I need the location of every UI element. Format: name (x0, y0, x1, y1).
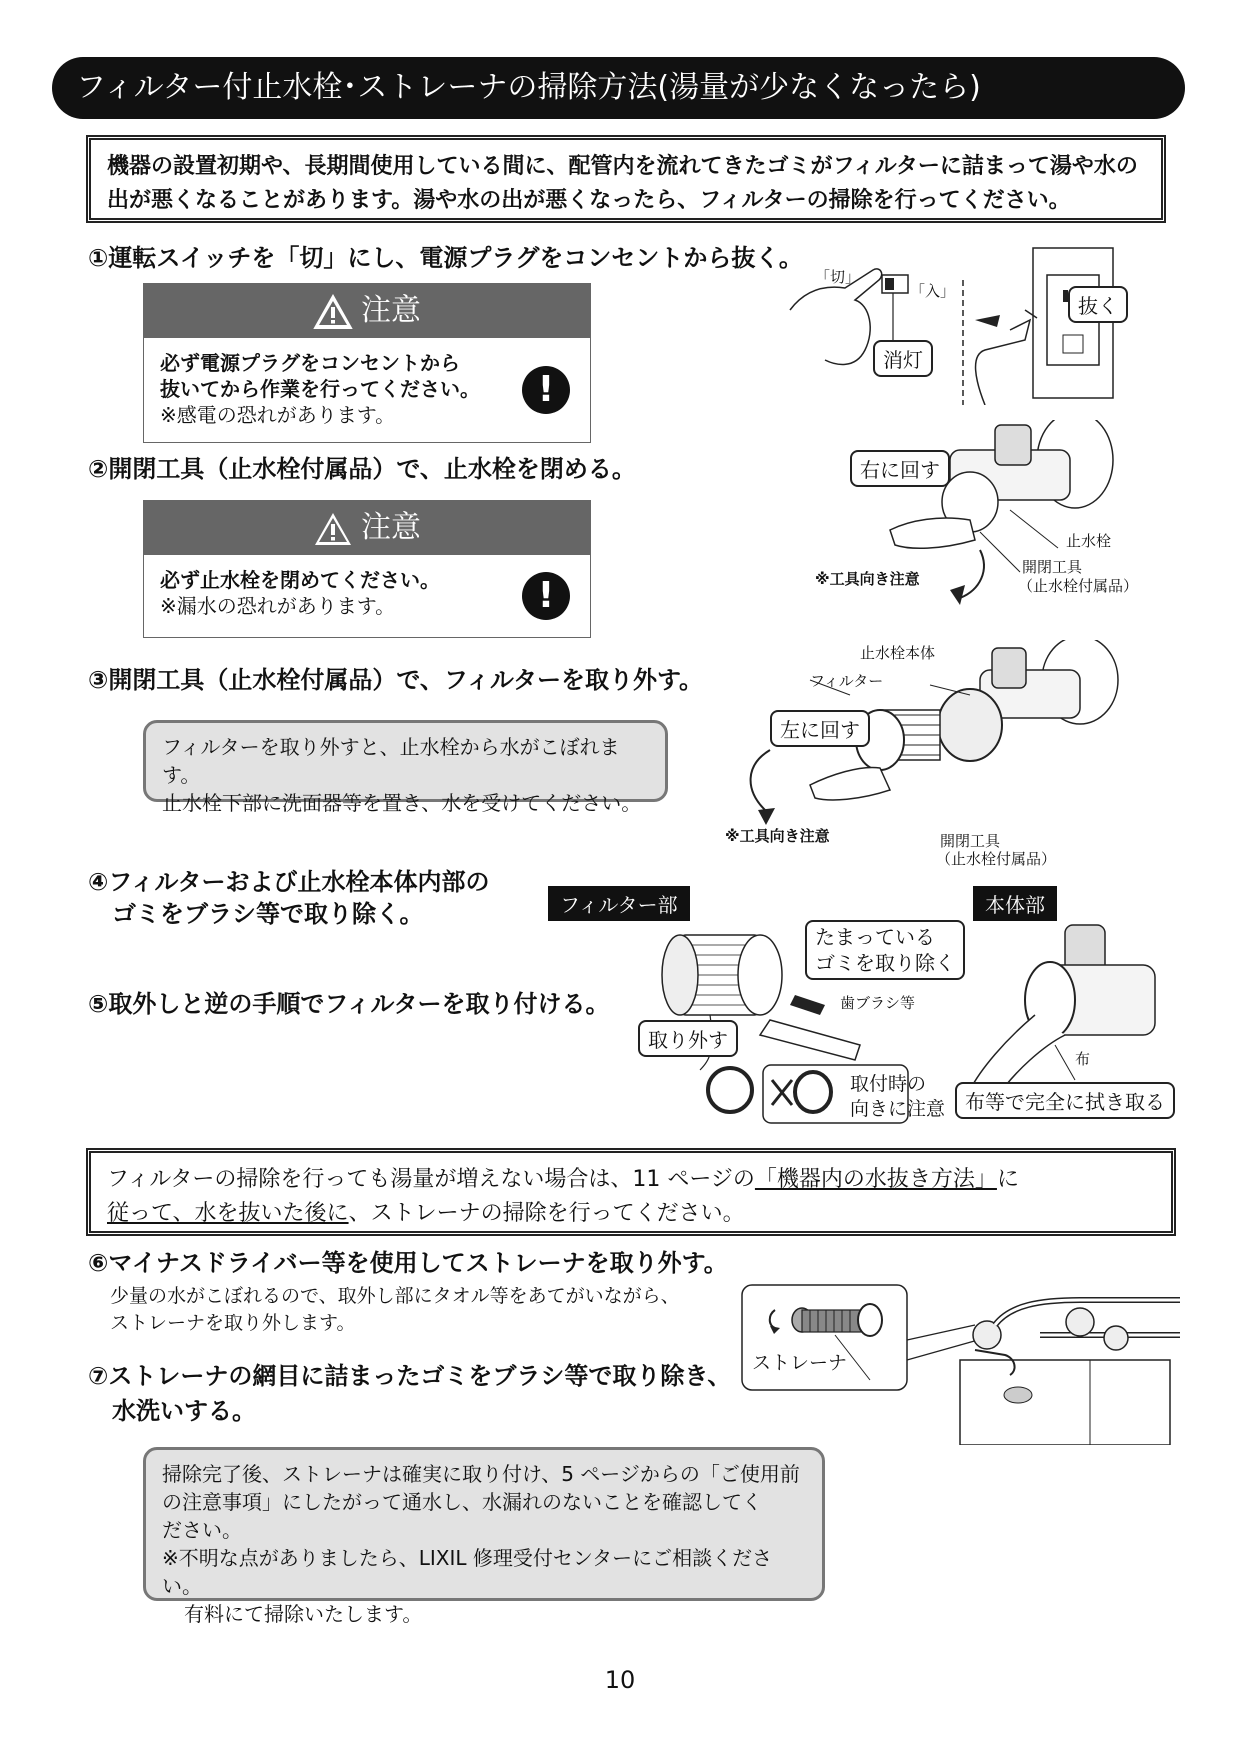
label-kiri: 「切」 (815, 268, 861, 286)
warning-icon (313, 294, 353, 330)
filter-note-line1: フィルターを取り外すと、止水栓から水がこぼれます。 (162, 735, 620, 787)
caution-box-2 (143, 500, 591, 638)
label-nuku: 抜く (1068, 286, 1128, 323)
caution-header-1 (144, 284, 590, 338)
page-title: フィルター付止水栓･ストレーナの掃除方法(湯量が少なくなったら) (52, 57, 1185, 119)
figure-unplug (785, 240, 1118, 405)
step-1: ①運転スイッチを「切」にし、電源プラグをコンセントから抜く。 (88, 244, 803, 272)
label-torihazusu: 取り外す (638, 1020, 738, 1057)
step-7-line2: 水洗いする。 (112, 1397, 256, 1425)
step-4-line2: ゴミをブラシ等で取り除く。 (112, 900, 424, 928)
final-note (143, 1447, 825, 1626)
label-fuzoku-2: （止水栓付属品） (936, 850, 1057, 868)
caution1-line1: 必ず電源プラグをコンセントから (160, 351, 460, 375)
figure-body-clean (965, 920, 1175, 1130)
filter-note-line2: 止水栓下部に洗面器等を置き、水を受けてください。 (162, 791, 642, 815)
exclamation-icon: ! (522, 366, 570, 414)
notice2-line2-rest: 、ストレーナの掃除を行ってください。 (348, 1201, 745, 1226)
caution-title-2: 注意 (361, 510, 421, 545)
step-6-note-line1: 少量の水がこぼれるので、取外し部にタオル等をあてがいながら、 (110, 1285, 680, 1307)
final-note-line3: ださい。 (162, 1518, 242, 1542)
tag-body-part: 本体部 (973, 886, 1057, 921)
notice2-line2-underlined: 従って、水を抜いた後に (107, 1201, 349, 1226)
label-migi-ni-mawasu: 右に回す (850, 450, 950, 487)
step-3: ③開閉工具（止水栓付属品）で、フィルターを取り外す。 (88, 666, 704, 694)
figure-filter-clean (630, 920, 960, 1130)
notice2-line1 (107, 1163, 1155, 1197)
intro-box (86, 135, 1166, 223)
caution-box-1 (143, 283, 591, 443)
intro-text: 機器の設置初期や、長期間使用している間に、配管内を流れてきたゴミがフィルターに詰まって湯や水の出が悪くなることがあります。湯や水の出が悪くなったら、フィルターの掃除を行ってください。 (107, 154, 1138, 213)
label-strainer: ストレーナ (752, 1352, 848, 1374)
label-kaihei-kougu-2: 開閉工具 (940, 832, 1001, 850)
label-filter: フィルター (810, 672, 884, 690)
figure-close-valve (810, 420, 1140, 610)
label-hidari-ni-mawasu: 左に回す (770, 710, 870, 747)
label-fuki: 布等で完全に拭き取る (955, 1082, 1175, 1119)
label-tamatte-line2: ゴミを取り除く (815, 951, 955, 975)
notice2-link: 「機器内の水抜き方法」 (754, 1167, 997, 1192)
notice-box-2 (86, 1148, 1176, 1236)
caution-header-2 (144, 501, 590, 555)
warning-icon (313, 511, 353, 547)
label-kougu-muki-2: ※工具向き注意 (725, 827, 830, 845)
label-kaihei-kougu: 開閉工具 (1022, 558, 1083, 576)
step-6-note-line2: ストレーナを取り外します。 (110, 1312, 356, 1334)
caution-body-1 (144, 338, 590, 442)
label-tamatte-line1: たまっている (815, 925, 935, 949)
step-6-note (110, 1283, 680, 1337)
label-toritsuke-line2: 向きに注意 (850, 1098, 946, 1120)
label-nuno: 布 (1075, 1050, 1091, 1068)
step-5: ⑤取外しと逆の手順でフィルターを取り付ける。 (88, 990, 610, 1018)
filter-removal-note (143, 720, 668, 815)
final-note-line5: 有料にて掃除いたします。 (184, 1602, 423, 1626)
hand-switch-illustration (785, 240, 1115, 405)
final-note-line2: の注意事項」にしたがって通水し、水漏れのないことを確認してく (162, 1490, 762, 1514)
notice2-post: に (996, 1167, 1019, 1192)
label-fuzoku: （止水栓付属品） (1018, 577, 1139, 595)
label-shoutou: 消灯 (873, 340, 933, 377)
final-note-line4: ※不明な点がありましたら、LIXIL 修理受付センターにご相談ください。 (162, 1546, 773, 1598)
caution2-line1: 必ず止水栓を閉めてください。 (160, 568, 440, 592)
step-4-line1: ④フィルターおよび止水栓本体内部の (88, 868, 490, 896)
label-toritsuke (850, 1072, 945, 1122)
caution2-line2: ※漏水の恐れがあります。 (160, 594, 396, 618)
step-6: ⑥マイナスドライバー等を使用してストレーナを取り外す。 (88, 1249, 728, 1277)
caution-title-1: 注意 (361, 293, 421, 328)
figure-strainer (740, 1280, 1180, 1445)
step-7-line1: ⑦ストレーナの網目に詰まったゴミをブラシ等で取り除き、 (88, 1362, 732, 1390)
notice2-line2 (107, 1197, 1155, 1231)
figure-remove-filter (725, 640, 1150, 868)
label-iri: 「入」 (910, 282, 956, 300)
caution1-line3: ※感電の恐れがあります。 (160, 403, 396, 427)
exclamation-icon: ! (522, 572, 570, 620)
page-number: 10 (604, 1666, 636, 1694)
label-tamatte (805, 920, 965, 980)
final-note-line1: 掃除完了後、ストレーナは確実に取り付け、5 ページからの「ご使用前 (162, 1462, 800, 1486)
label-shisuisen: 止水栓 (1066, 532, 1112, 550)
caution1-line2: 抜いてから作業を行ってください。 (160, 377, 480, 401)
label-haburashi: 歯ブラシ等 (840, 994, 916, 1012)
tag-filter-part: フィルター部 (548, 886, 690, 921)
label-toritsuke-line1: 取付時の (850, 1073, 927, 1095)
caution-body-2 (144, 555, 590, 637)
step-2: ②開閉工具（止水栓付属品）で、止水栓を閉める。 (88, 455, 636, 483)
label-kougu-muki: ※工具向き注意 (815, 570, 920, 588)
notice2-pre: フィルターの掃除を行っても湯量が増えない場合は、11 ページの (107, 1167, 755, 1192)
label-honntai: 止水栓本体 (860, 644, 936, 662)
